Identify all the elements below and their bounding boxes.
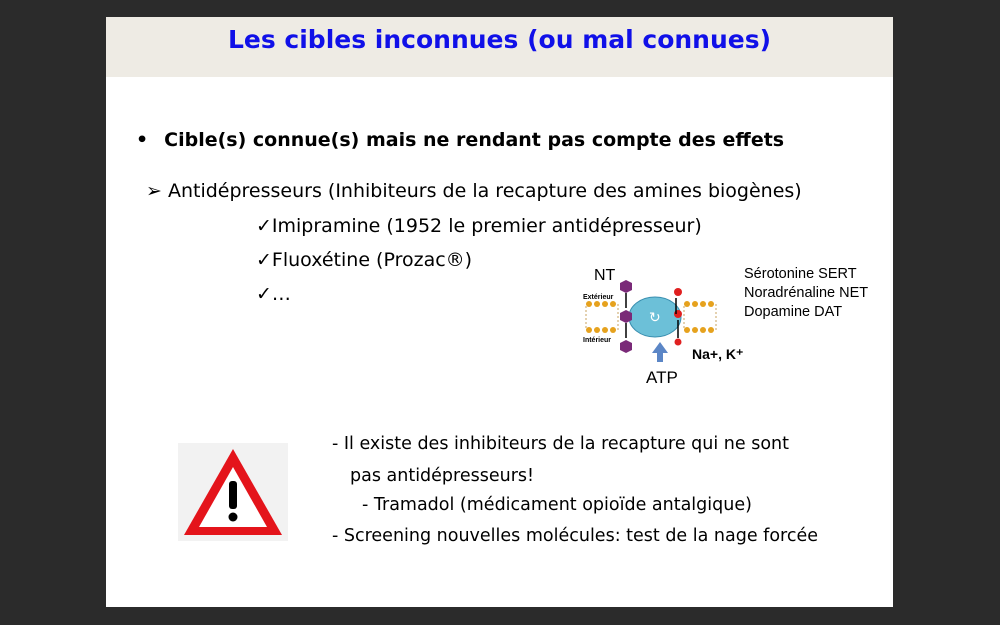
check-ellipsis: ✓… (256, 283, 291, 305)
check-imipramine: ✓Imipramine (1952 le premier antidépresseur) (256, 215, 702, 237)
transporter-diagram (580, 260, 760, 390)
rotation-icon: ↻ (649, 310, 661, 326)
warning-tramadol: - Tramadol (médicament opioïde antalgique) (362, 495, 752, 515)
ions-label: Na+, K⁺ (692, 346, 744, 362)
check-fluoxetine: ✓Fluoxétine (Prozac®) (256, 249, 473, 271)
slide-title: Les cibles inconnues (ou mal connues) (227, 25, 772, 54)
warning-icon (178, 443, 288, 541)
sub-bullet-antidepresseurs: ➢ Antidépresseurs (Inhibiteurs de la recapture des amines biogènes) (146, 180, 802, 202)
atp-label: ATP (646, 368, 678, 387)
slide-header (106, 17, 893, 77)
bullet-main (136, 129, 784, 151)
transporter-legend (744, 265, 868, 322)
interieur-label: Intérieur (583, 337, 612, 344)
legend-net: Noradrénaline NET (744, 285, 869, 301)
exterieur-label: Extérieur (583, 294, 614, 301)
bullet-marker: • (136, 129, 149, 151)
warning-line-1: - Il existe des inhibiteurs de la recapture qui ne sont (332, 434, 790, 454)
nt-label: NT (594, 267, 616, 284)
warning-screening: - Screening nouvelles molécules: test de la nage forcée (332, 526, 818, 546)
legend-dat: Dopamine DAT (744, 304, 843, 320)
atp-arrow-icon (652, 342, 668, 362)
nt-molecules (620, 280, 632, 353)
membrane-left (586, 301, 618, 333)
bullet-text: Cible(s) connue(s) mais ne rendant pas compte des effets (164, 129, 785, 151)
legend-sert: Sérotonine SERT (744, 266, 857, 282)
membrane-right (684, 301, 716, 333)
slide (106, 17, 893, 607)
warning-line-2: pas antidépresseurs! (350, 466, 535, 486)
